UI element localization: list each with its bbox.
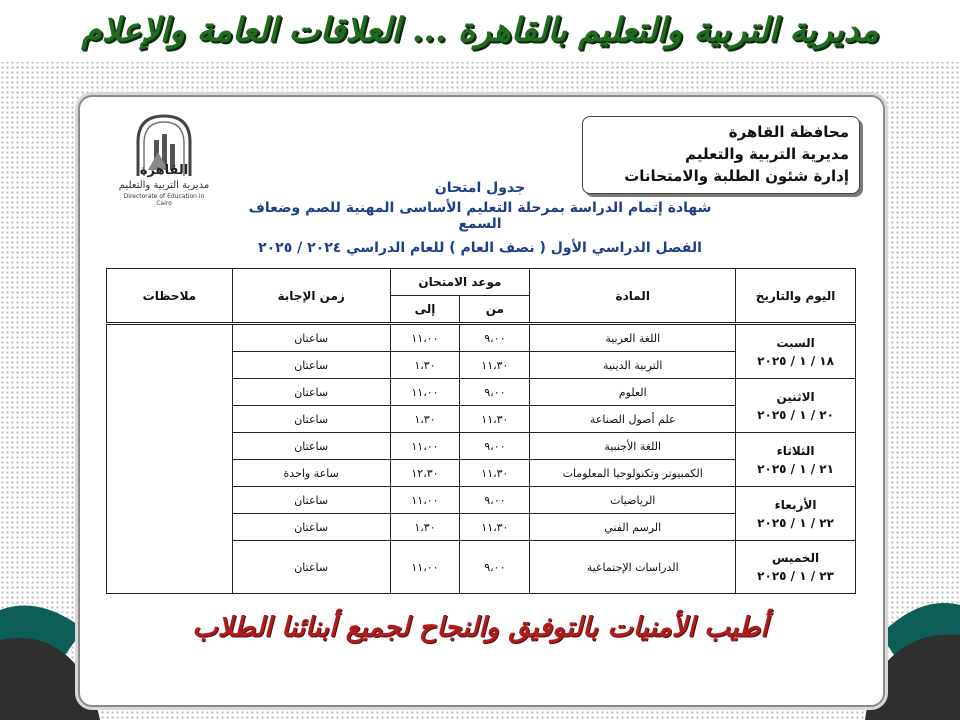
cairo-directorate-logo xyxy=(118,112,210,207)
logo-subtitle-en: Directorate of Education in Cairo xyxy=(123,193,205,207)
day-cell xyxy=(736,379,856,433)
subject-cell: الرسم الفني xyxy=(530,514,736,541)
header-to: إلى xyxy=(390,296,460,324)
day-name: السبت xyxy=(776,335,815,350)
subject-cell: التربية الدينية xyxy=(530,352,736,379)
subject-cell: الكمبيوتر وتكنولوجيا المعلومات xyxy=(530,460,736,487)
to-cell: ١٢،٣٠ xyxy=(390,460,460,487)
header-notes: ملاحظات xyxy=(107,269,233,324)
subject-cell: الدراسات الإجتماعية xyxy=(530,541,736,594)
logo-subtitle-ar: مديرية التربية والتعليم xyxy=(118,180,210,191)
from-cell: ٩،٠٠ xyxy=(460,541,530,594)
day-cell xyxy=(736,541,856,594)
to-cell: ١١،٠٠ xyxy=(390,541,460,594)
header-day-date: اليوم والتاريخ xyxy=(736,269,856,324)
table-row xyxy=(107,324,856,352)
from-cell: ١١،٣٠ xyxy=(460,406,530,433)
duration-cell: ساعتان xyxy=(232,514,390,541)
term-title: الفصل الدراسي الأول ( نصف العام ) للعام الدراسي ٢٠٢٤ / ٢٠٢٥ xyxy=(258,240,702,256)
gov-line-2: مديرية التربية والتعليم xyxy=(685,145,849,163)
duration-cell: ساعتان xyxy=(232,487,390,514)
duration-cell: ساعتان xyxy=(232,352,390,379)
to-cell: ١١،٠٠ xyxy=(390,433,460,460)
day-name: الخميس xyxy=(771,551,820,565)
to-cell: ١١،٠٠ xyxy=(390,324,460,352)
subject-cell: اللغة الأجنبية xyxy=(530,433,736,460)
header-subject: المادة xyxy=(530,269,736,324)
day-cell xyxy=(736,433,856,487)
from-cell: ٩،٠٠ xyxy=(460,324,530,352)
subject-cell: علم أصول الصناعة xyxy=(530,406,736,433)
day-date: ٢١ / ١ / ٢٠٢٥ xyxy=(757,461,834,476)
day-name: الأربعاء xyxy=(774,497,817,512)
from-cell: ٩،٠٠ xyxy=(460,379,530,406)
duration-cell: ساعتان xyxy=(232,406,390,433)
from-cell: ٩،٠٠ xyxy=(460,433,530,460)
subject-cell: اللغة العربية xyxy=(530,324,736,352)
day-date: ٢٢ / ١ / ٢٠٢٥ xyxy=(757,515,834,530)
duration-cell: ساعتان xyxy=(232,433,390,460)
to-cell: ١،٣٠ xyxy=(390,406,460,433)
certificate-title: شهادة إتمام الدراسة بمرحلة التعليم الأساسى المهنية للصم وضعاف السمع xyxy=(248,200,712,232)
duration-cell: ساعتان xyxy=(232,541,390,594)
duration-cell: ساعة واحدة xyxy=(232,460,390,487)
gov-line-1: محافظة القاهرة xyxy=(728,123,849,141)
day-date: ١٨ / ١ / ٢٠٢٥ xyxy=(757,353,834,368)
from-cell: ١١،٣٠ xyxy=(460,514,530,541)
cairo-logo-icon xyxy=(118,112,210,178)
exam-schedule-table xyxy=(106,268,856,594)
header-from: من xyxy=(460,296,530,324)
from-cell: ١١،٣٠ xyxy=(460,352,530,379)
subject-cell: الرياضيات xyxy=(530,487,736,514)
day-name: الثلاثاء xyxy=(776,443,815,458)
header-duration: زمن الإجابة xyxy=(232,269,390,324)
subject-cell: العلوم xyxy=(530,379,736,406)
from-cell: ١١،٣٠ xyxy=(460,460,530,487)
schedule-title: جدول امتحان xyxy=(434,180,526,196)
gov-line-3: إدارة شئون الطلبة والامتحانات xyxy=(624,167,849,185)
notes-cell xyxy=(107,324,233,594)
logo-name: القاهرة xyxy=(139,163,189,178)
to-cell: ١،٣٠ xyxy=(390,352,460,379)
from-cell: ٩،٠٠ xyxy=(460,487,530,514)
duration-cell: ساعتان xyxy=(232,379,390,406)
to-cell: ١١،٠٠ xyxy=(390,487,460,514)
day-cell xyxy=(736,324,856,379)
day-date: ٢٣ / ١ / ٢٠٢٥ xyxy=(757,569,834,583)
footer-wishes: أطيب الأمنيات بالتوفيق والنجاح لجميع أبنائنا الطلاب xyxy=(192,612,768,643)
to-cell: ١١،٠٠ xyxy=(390,379,460,406)
day-name: الاثنين xyxy=(776,389,815,404)
day-cell xyxy=(736,487,856,541)
duration-cell: ساعتان xyxy=(232,324,390,352)
document-titles xyxy=(240,180,720,256)
page-header-title: مديرية التربية والتعليم بالقاهرة ... العلاقات العامة والإعلام xyxy=(81,10,879,49)
header-exam-time: موعد الامتحان xyxy=(390,269,530,296)
to-cell: ١،٣٠ xyxy=(390,514,460,541)
day-date: ٢٠ / ١ / ٢٠٢٥ xyxy=(757,407,834,422)
